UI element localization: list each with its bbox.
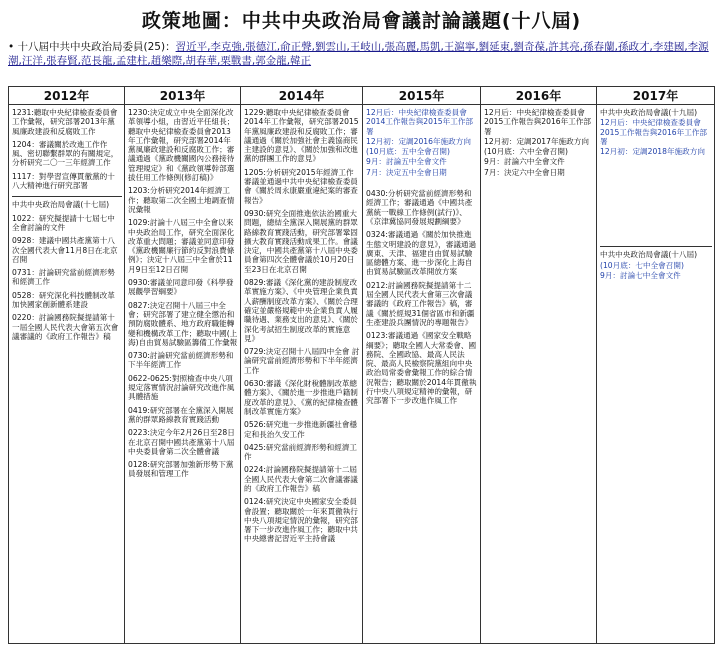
politburo-members <box>8 40 714 68</box>
list-item: 12月后：中央紀律檢查委員會2014工作報告與2015年工作部署 <box>366 108 473 136</box>
policy-table <box>8 86 715 644</box>
list-item: 0430:分析研究當前經濟形勢和經濟工作；審議通過《中國共產黨統一戰線工作條例(試行)》、《京津冀協同發展規劃綱要》 <box>366 189 473 226</box>
list-item: 9月：討論六中全會文件 <box>484 157 565 167</box>
list-item: 1204：審議關於改進工作作風、密切聯繫群眾的有關規定，分析研究二〇一三年經濟工作 <box>12 139 119 168</box>
section-18th-congress <box>600 246 712 280</box>
list-item: 1117：對學習宣傳貫徹黨的十八大精神進行研究部署 <box>12 171 115 191</box>
members-label: • 十八屆中共中央政治局委員(25)： <box>8 41 176 53</box>
list-item: 12月初：定調2016年施政方向 <box>366 136 471 146</box>
list-item: 12月初：定調2017年施政方向 <box>484 136 589 146</box>
list-item: 0128:研究部署加強新形勢下黨員發展和管理工作 <box>128 460 234 479</box>
column-2014 <box>241 105 363 644</box>
content-row <box>9 105 715 644</box>
list-item: 0425:研究當前經濟形勢和經濟工作 <box>244 442 358 462</box>
year-header-2014: 2014年 <box>241 87 363 105</box>
year-header-row <box>9 87 715 105</box>
page-title: 政策地圖：中共中央政治局會議討論議題(十八屆) <box>141 10 582 32</box>
year-header-2012: 2012年 <box>9 87 125 105</box>
list-item: 9月：討論五中全會文件 <box>366 157 447 167</box>
column-2017 <box>597 105 715 644</box>
list-item: 1022：研究擬提請十七屆七中全會討論的文件 <box>12 213 115 232</box>
upcoming-2017 <box>600 118 712 156</box>
list-item: 7月：決定五中全會日期 <box>366 167 447 177</box>
list-item: 0223:決定今年2月26日至28日在北京召開中國共產黨第十八屆中央委員會第二次全體會議 <box>128 428 235 456</box>
list-item: 0124:研究決定中央國家安全委員會設置；聽取關於一年來貫徹執行中央八項規定情況的彙報，研究部署下一步改進作風工作；聽取中共中央總書記習近平主持會議 <box>244 497 358 544</box>
list-item: 1029:討論十八屆三中全會以來中央政治局工作，研究全面深化改革重大問題；審議並同意印發《黨政機關廉行節約反對浪費條例》；決定十八屆三中全會於11月9日至12日召開 <box>128 218 235 274</box>
list-item: 7月：決定六中全會日期 <box>484 167 565 177</box>
column-2016 <box>481 105 597 644</box>
section-17th-congress <box>12 196 122 341</box>
list-item: 9月：討論七中全會文件 <box>600 271 681 281</box>
upcoming-2015 <box>366 108 478 177</box>
list-item: (10月底：七中全會召開) <box>600 260 684 270</box>
list-item: 0630:審議《深化財稅體制改革總體方案》、《關於進一步推進戶籍制度改革的意見》、《黨的紀律檢查體制改革實施方案》 <box>244 379 358 416</box>
members-names[interactable]: 習近平,李克強,張德江,俞正聲,劉雲山,王岐山,張高麗,馬凱,王滬寧,劉延東,劉奇葆,許其亮,孫春蘭,孫政才,李建國,李源潮,汪洋,張春賢,范長龍,孟建柱,趙樂際,胡春華,栗戰書,郭金龍,韓正 <box>8 41 709 67</box>
upcoming-2017-b <box>600 261 712 281</box>
list-item: 0731：討論研究當前經濟形勢和經濟工作 <box>12 268 115 287</box>
list-item: 0730:討論研究當前經濟形勢和下半年經濟工作 <box>128 351 234 370</box>
year-header-2016: 2016年 <box>481 87 597 105</box>
list-item: 0123:審議通過《國家安全戰略綱要》；聽取全國人大常委會、國務院、全國政協、最高人民法院、最高人民檢察院黨組向中央政治局常委會彙報工作的綜合情況報告；聽取關於2014年貫徹執行中央八項規定精神的彙報，研究部署下一步改進作風工作 <box>366 331 477 406</box>
year-header-2013: 2013年 <box>125 87 241 105</box>
list-item: 0526:研究進一步推進新疆社會穩定和長治久安工作 <box>244 420 358 439</box>
list-item: 12月后：中央紀律檢查委員會2015工作報告與2016年工作部署 <box>484 108 591 136</box>
list-item: 0528：研究深化科技體制改革 加快國家創新體系建設 <box>12 290 123 310</box>
list-item: 0930:審議並同意印發《科學發展觀學習綱要》 <box>128 278 234 297</box>
list-item: 12月初：定調2018年施政方向 <box>600 147 705 157</box>
list-item: (10月底：六中全會召開) <box>484 147 568 157</box>
year-header-2015: 2015年 <box>363 87 481 105</box>
list-item: 0212:討論國務院擬提請第十二屆全國人民代表大會第三次會議審議的《政府工作報告》稿，審議《關於經規31個省區市和新疆生產建設兵團情況的專題報告》 <box>366 280 475 327</box>
section-title: 中共中央政治局會議(十八屆) <box>600 250 698 260</box>
list-item: 0930:研究全面推進依法治國重大問題，總結全黨深入開展黨的群眾路線教育實踐活動，研究部署鞏固擴大教育實踐活動成果工作。會議決定，中國共產黨第十八屆中央委員會第四次全體會議於10月20日至23日在北京召開 <box>244 208 358 274</box>
list-item: 0324:審議通過《關於加快推進生態文明建設的意見》，審議通過廣東、天津、福建自由貿易試驗區總體方案、進一步深化上海自由貿易試驗區改革開放方案 <box>366 230 477 277</box>
list-item: 0928：建議中國共產黨第十八次全國代表大會11月8日在北京召開 <box>12 236 118 264</box>
list-item: 1231:聽取中央紀律檢查委員會工作彙報，研究部署2013年黨風廉政建設和反腐敗工作 <box>12 108 118 136</box>
list-item: (10月底：五中全會召開) <box>366 147 450 157</box>
list-item: 0829:審議《深化黨的建設制度改革實施方案》、《中央管理企業負責人薪酬制度改革方案》、《關於合理確定並嚴格規範中央企業負責人履職待遇、業務支出的意見》、《關於深化考試招生制度改革的實施意見》 <box>244 278 358 343</box>
column-2012 <box>9 105 125 644</box>
column-2015 <box>363 105 481 644</box>
list-item: 1229:聽取中央紀律檢查委員會2014年工作彙報，研究部署2015年黨風廉政建設和反腐敗工作；審議通過《關於加強社會主義協商民主建設的意見》、《關於加強和改進黨的群團工作的意見》 <box>244 108 359 164</box>
list-item: 1203:分析研究2014年經濟工作；聽取第二次全國土地調查情況彙報 <box>128 186 235 214</box>
column-2013 <box>125 105 241 644</box>
list-item: 0419:研究部署在全黨深入開展黨的群眾路線教育實踐活動 <box>128 405 234 424</box>
list-item: 0622-0625:對照檢查中央八項規定落實情況討論研究改進作風具體措施 <box>128 373 235 402</box>
list-item: 12月后：中央紀律檢查委員會2015工作報告與2016年工作部署 <box>600 118 707 146</box>
list-item: 0827:決定召開十八屆三中全會；研究部署了建立健全懲治和預防腐敗體系、地方政府職能轉變和機構改革工作；聽取中國(上海)自由貿易試驗區籌備工作彙報 <box>128 300 238 347</box>
section-title: 中共中央政治局會議(十九屆) <box>600 108 698 117</box>
list-item: 0729:決定召開十八屆四中全會 討論研究當前經濟形勢和下半年經濟工作 <box>244 347 360 375</box>
list-item: 1205:分析研究2015年經濟工作 審議並通過中共中央紀律檢查委員會《關於周永康嚴重違紀案的審查報告》 <box>244 167 358 205</box>
list-item: 0220：討論國務院擬提請第十一屆全國人民代表大會第五次會議審議的《政府工作報告》稿 <box>12 313 119 341</box>
list-item: 1230:決定成立中央全面深化改革領導小組，由習近平任組長；聽取中央紀律檢查委員會2013年工作彙報，研究部署2014年黨風廉政建設和反腐敗工作；審議通過《黨政機關國內公務接待管理規定》和《黨政領導幹部選拔任用工作條例(修訂稿)》 <box>128 108 235 183</box>
list-item: 0224:討論國務院擬提請第十二屆全國人民代表大會第二次會議審議的《政府工作報告》稿 <box>244 465 358 493</box>
year-header-2017: 2017年 <box>597 87 715 105</box>
section-title: 中共中央政治局會議(十七屆) <box>12 200 110 210</box>
